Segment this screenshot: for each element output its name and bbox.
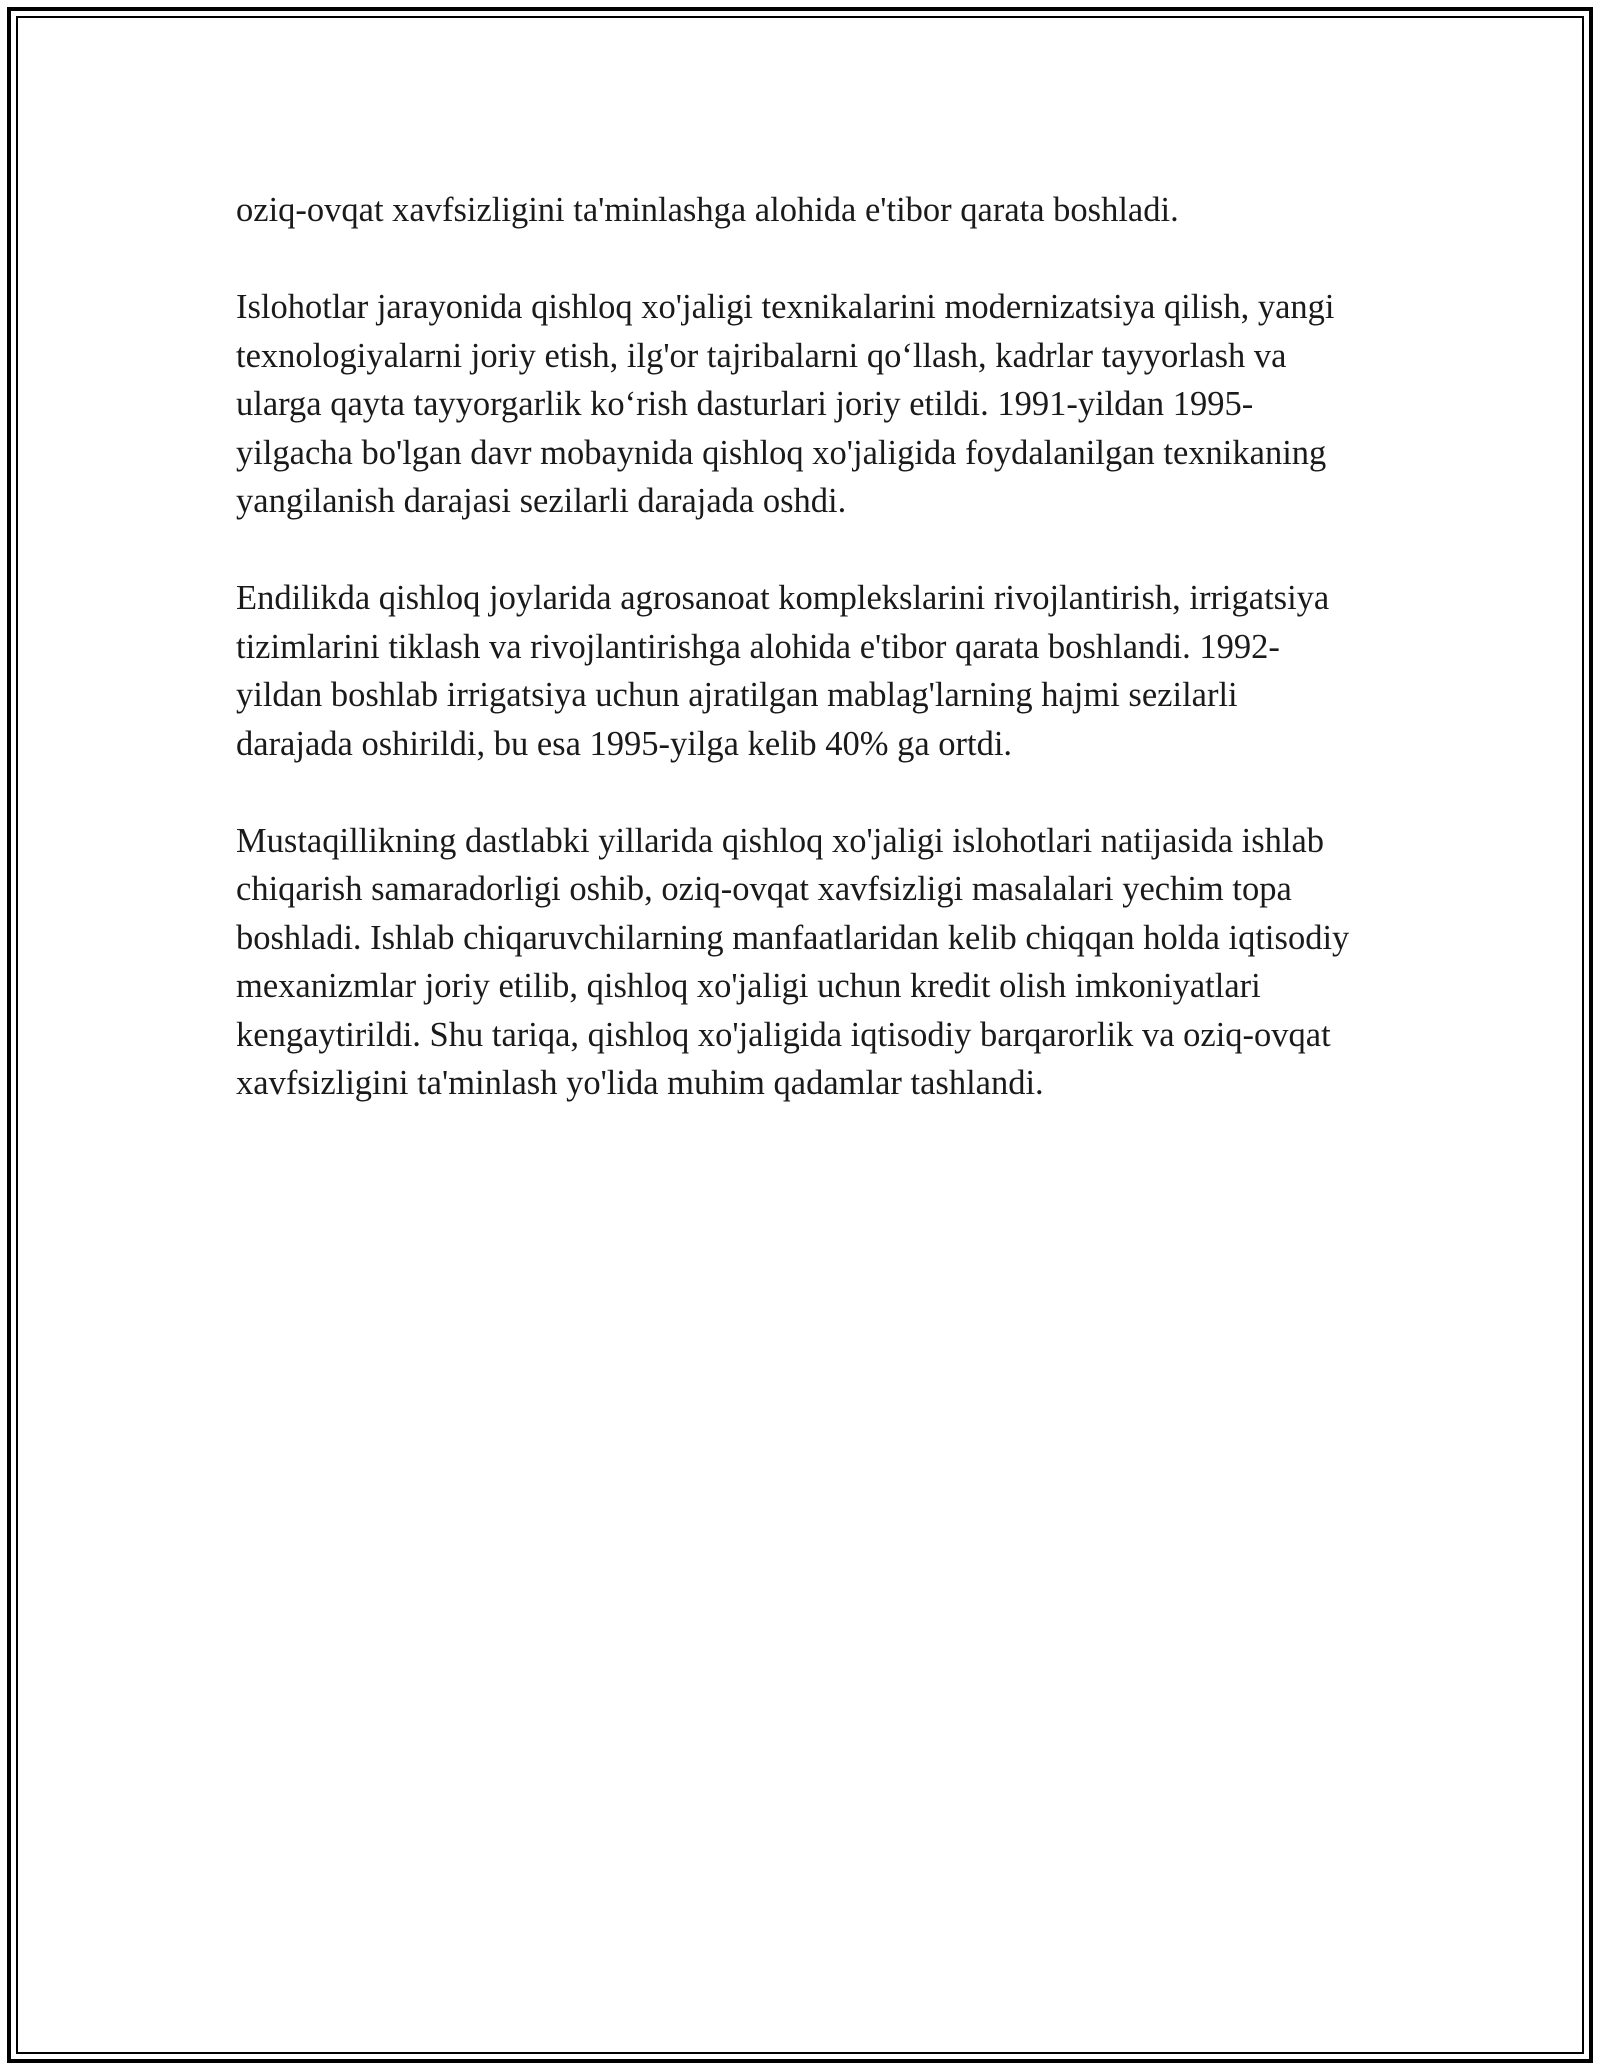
document-body xyxy=(236,186,1356,1156)
paragraph-reforms: Islohotlar jarayonida qishloq xo'jaligi texnikalarini modernizatsiya qilish, yangi texnologiyalarni joriy etish, ilg'or tajribalarni qo‘llash, kadrlar tayyorlash va ularga qayta tayyorgarlik ko‘rish dasturlari joriy etildi. 1991-yildan 1995-yilgacha bo'lgan davr mobaynida qishloq xo'jaligida foydalanilgan texnikaning yangilanish darajasi sezilarli darajada oshdi. xyxy=(236,288,1335,520)
paragraph-independence: Mustaqillikning dastlabki yillarida qishloq xo'jaligi islohotlari natijasida ishlab chiqarish samaradorligi oshib, oziq-ovqat xavfsizligi masalalari yechim topa boshladi. Ishlab chiqaruvchilarning manfaatlaridan kelib chiqqan holda iqtisodiy mexanizmlar joriy etilib, qishloq xo'jaligi uchun kredit olish imkoniyatlari kengaytirildi. Shu tariqa, qishloq xo'jaligida iqtisodiy barqarorlik va oziq-ovqat xavfsizligini ta'minlash yo'lida muhim qadamlar tashlandi. xyxy=(236,821,1350,1102)
paragraph-continuation: oziq-ovqat xavfsizligini ta'minlashga alohida e'tibor qarata boshladi. xyxy=(236,191,1179,229)
paragraph-irrigation: Endilikda qishloq joylarida agrosanoat komplekslarini rivojlantirish, irrigatsiya tizimlarini tiklash va rivojlantirishga alohida e'tibor qarata boshlandi. 1992-yildan boshlab irrigatsiya uchun ajratilgan mablag'larning hajmi sezilarli darajada oshirildi, bu esa 1995-yilga kelib 40% ga ortdi. xyxy=(236,579,1330,763)
